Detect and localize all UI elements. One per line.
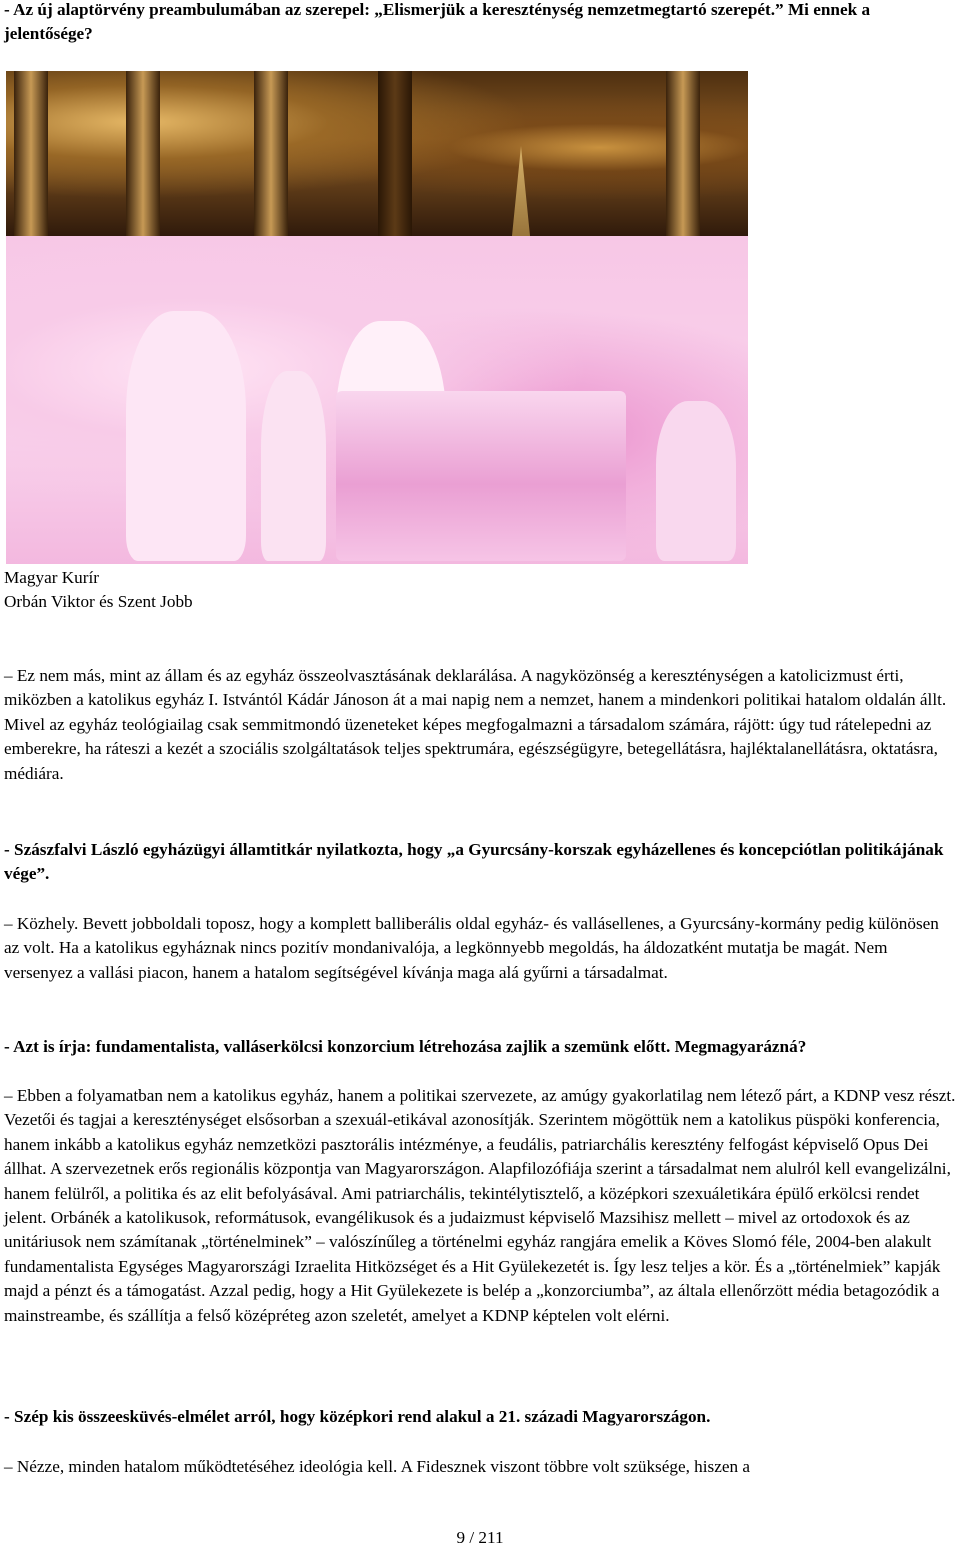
answer-1: – Ez nem más, mint az állam és az egyház összeolvasztásának deklarálása. A nagyközönség a kereszténységen a katolicizmust érti, miközben a katolikus egyház I. Istvántól Kádár Jánoson át a mai napig nem a nemzet, hanem a mindenkori politikai hatalom oldalán állt. Mivel az egyház teológiailag csak semmitmondó üzeneteket képes megfogalmazni a társadalom számára, rájött: úgy tud rátelepedni az emberekre, ha ráteszi a kezét a szociális szolgáltatások teljes spektrumára, egészségügyre, betegellátásra, hajléktalanellátásra, oktatásra, médiára.: [4, 666, 947, 783]
question-3: - Azt is írja: fundamentalista, valláserkölcsi konzorcium létrehozása zajlik a szemünk előtt. Megmagyarázná?: [4, 1037, 807, 1056]
answer-4-start: – Nézze, minden hatalom működtetéséhez ideológia kell. A Fidesznek viszont többre volt szüksége, hiszen a: [4, 1457, 751, 1476]
answer-3: – Ebben a folyamatban nem a katolikus egyház, hanem a politikai szervezete, az amúgy gyakorlatilag nem létező párt, a KDNP vesz részt. Vezetői és tagjai a kereszténységet elsősorban a szexuál-etikával azonosítják. Szerintem mögöttük nem a katolikus püspöki konferencia, hanem inkább a katolikus egyház nemzetközi pasztorális intézménye, a feudális, patriarchális keresztény felfogást képviselő Opus Dei állhat. A szervezetnek erős regionális központja van Magyarországon. Alapfilozófiája szerint a társadalmat nem alulról kell evangelizálni, hanem felülről, a politika és az elit befolyásával. Ami patriarchális, tekintélytisztelő, a középkori szexuáletikára épülő erkölcsi rendet jelent. Orbánék a katolikusok, reformátusok, evangélikusok és a judaizmust képviselő Mazsihisz mellett – mivel az ortodoxok és az unitáriusok nem számítanak „történelminek” – valószínűleg a történelmi egyház rangjára emelik a Köves Slomó féle, 2004-ben alakult fundamentalista Egységes Magyarországi Izraelita Hitközséget és a Hit Gyülekezetét is. Így lesz teljes a kör. És a „történelmiek” kapják majd a pénzt és a támogatást. Azzal pedig, hogy a Hit Gyülekezete is belép a „konzorciumba”, az általa ellenőrzött média betagozódik a mainstreambe, és szállítja a felső középréteg azon szeletét, amelyet a KDNP képtelen volt elérni.: [4, 1086, 956, 1325]
question-2: - Szászfalvi László egyházügyi államtitkár nyilatkozta, hogy „a Gyurcsány-korszak egyházellenes és koncepciótlan politikájának vége”.: [4, 840, 944, 884]
question-4: - Szép kis összeesküvés-elmélet arról, hogy középkori rend alakul a 21. századi Magyarországon.: [4, 1407, 711, 1426]
photo-source: Magyar Kurír: [4, 568, 99, 587]
article-photo: [6, 71, 748, 564]
page-number: 9 / 211: [456, 1528, 504, 1547]
answer-2: – Közhely. Bevett jobboldali toposz, hogy a komplett balliberális oldal egyház- és vallásellenes, a Gyurcsány-kormány pedig különösen az volt. Ha a katolikus egyháznak nincs pozitív mondanivalója, a legkönnyebb megoldás, ha áldozatként mutatja be magát. Nem versenyez a vallási piacon, hanem a hatalom segítségével kívánja maga alá gyűrni a társadalmat.: [4, 914, 939, 982]
photo-caption: Orbán Viktor és Szent Jobb: [4, 592, 193, 611]
question-1: - Az új alaptörvény preambulumában az szerepel: „Elismerjük a kereszténység nemzetmegtartó szerepét.” Mi ennek a jelentősége?: [4, 0, 871, 44]
